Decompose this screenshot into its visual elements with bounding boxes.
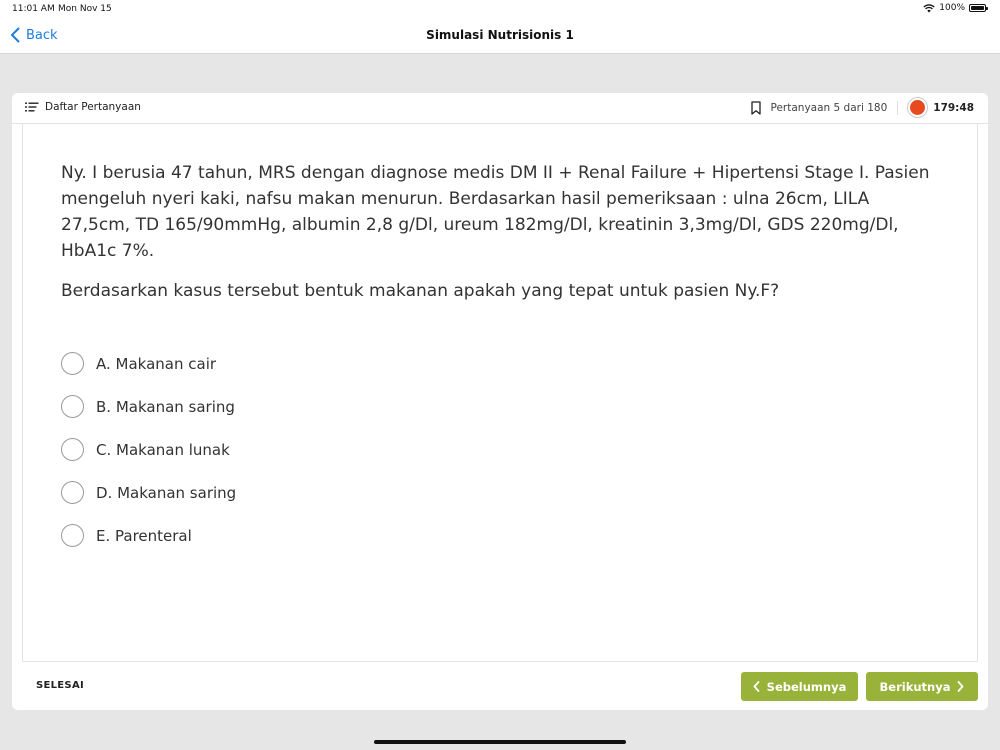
record-icon bbox=[910, 100, 925, 115]
bookmark-icon[interactable] bbox=[751, 101, 761, 115]
question-list-label: Daftar Pertanyaan bbox=[45, 101, 141, 113]
status-time: 11:01 AM bbox=[12, 4, 55, 14]
radio-button[interactable] bbox=[61, 524, 84, 547]
option-label: B. Makanan saring bbox=[96, 397, 235, 416]
chevron-right-icon bbox=[957, 681, 964, 692]
option-label: E. Parenteral bbox=[96, 526, 192, 545]
header-right bbox=[751, 100, 974, 115]
finish-button[interactable]: SELESAI bbox=[36, 680, 84, 691]
previous-label: Sebelumnya bbox=[766, 679, 847, 694]
option-a[interactable] bbox=[61, 342, 236, 385]
radio-button[interactable] bbox=[61, 395, 84, 418]
card-header bbox=[12, 93, 988, 124]
page-title: Simulasi Nutrisionis 1 bbox=[426, 28, 574, 42]
option-d[interactable] bbox=[61, 471, 236, 514]
option-label: C. Makanan lunak bbox=[96, 440, 230, 459]
header-divider bbox=[897, 101, 898, 115]
radio-button[interactable] bbox=[61, 481, 84, 504]
question-list-button[interactable] bbox=[25, 101, 141, 113]
option-label: A. Makanan cair bbox=[96, 354, 217, 373]
list-icon bbox=[25, 102, 39, 112]
question-card bbox=[12, 93, 988, 710]
battery-percent: 100% bbox=[939, 3, 965, 13]
case-text: Ny. I berusia 47 tahun, MRS dengan diagnose medis DM II + Renal Failure + Hipertensi Stage I. Pasien mengeluh nyeri kaki, nafsu makan menurun. Berdasarkan hasil pemeriksaan : ulna 26cm, LILA 27,5cm, TD 165/90mmHg, albumin 2,8 g/Dl, ureum 182mg/Dl, kreatinin 3,3mg/Dl, GDS 220mg/Dl, HbA1c 7%. bbox=[61, 163, 930, 261]
battery-icon bbox=[969, 4, 986, 12]
radio-button[interactable] bbox=[61, 352, 84, 375]
wifi-icon bbox=[923, 4, 935, 13]
status-right bbox=[923, 3, 986, 13]
question-text bbox=[61, 160, 941, 304]
option-c[interactable] bbox=[61, 428, 236, 471]
radio-button[interactable] bbox=[61, 438, 84, 461]
nav-bar bbox=[0, 18, 1000, 54]
question-content bbox=[22, 124, 978, 662]
status-bar bbox=[0, 0, 1000, 18]
home-indicator[interactable] bbox=[374, 740, 626, 744]
status-date: Mon Nov 15 bbox=[58, 4, 112, 14]
chevron-left-icon bbox=[753, 681, 760, 692]
option-b[interactable] bbox=[61, 385, 236, 428]
option-e[interactable] bbox=[61, 514, 236, 557]
back-label: Back bbox=[26, 27, 58, 43]
countdown-timer: 179:48 bbox=[933, 101, 974, 114]
question-progress: Pertanyaan 5 dari 180 bbox=[770, 101, 888, 114]
option-label: D. Makanan saring bbox=[96, 483, 237, 502]
next-label: Berikutnya bbox=[879, 679, 951, 694]
previous-button[interactable] bbox=[741, 672, 858, 701]
answer-options bbox=[61, 342, 236, 557]
next-button[interactable] bbox=[866, 672, 978, 701]
question-prompt: Berdasarkan kasus tersebut bentuk makanan apakah yang tepat untuk pasien Ny.F? bbox=[61, 281, 780, 301]
